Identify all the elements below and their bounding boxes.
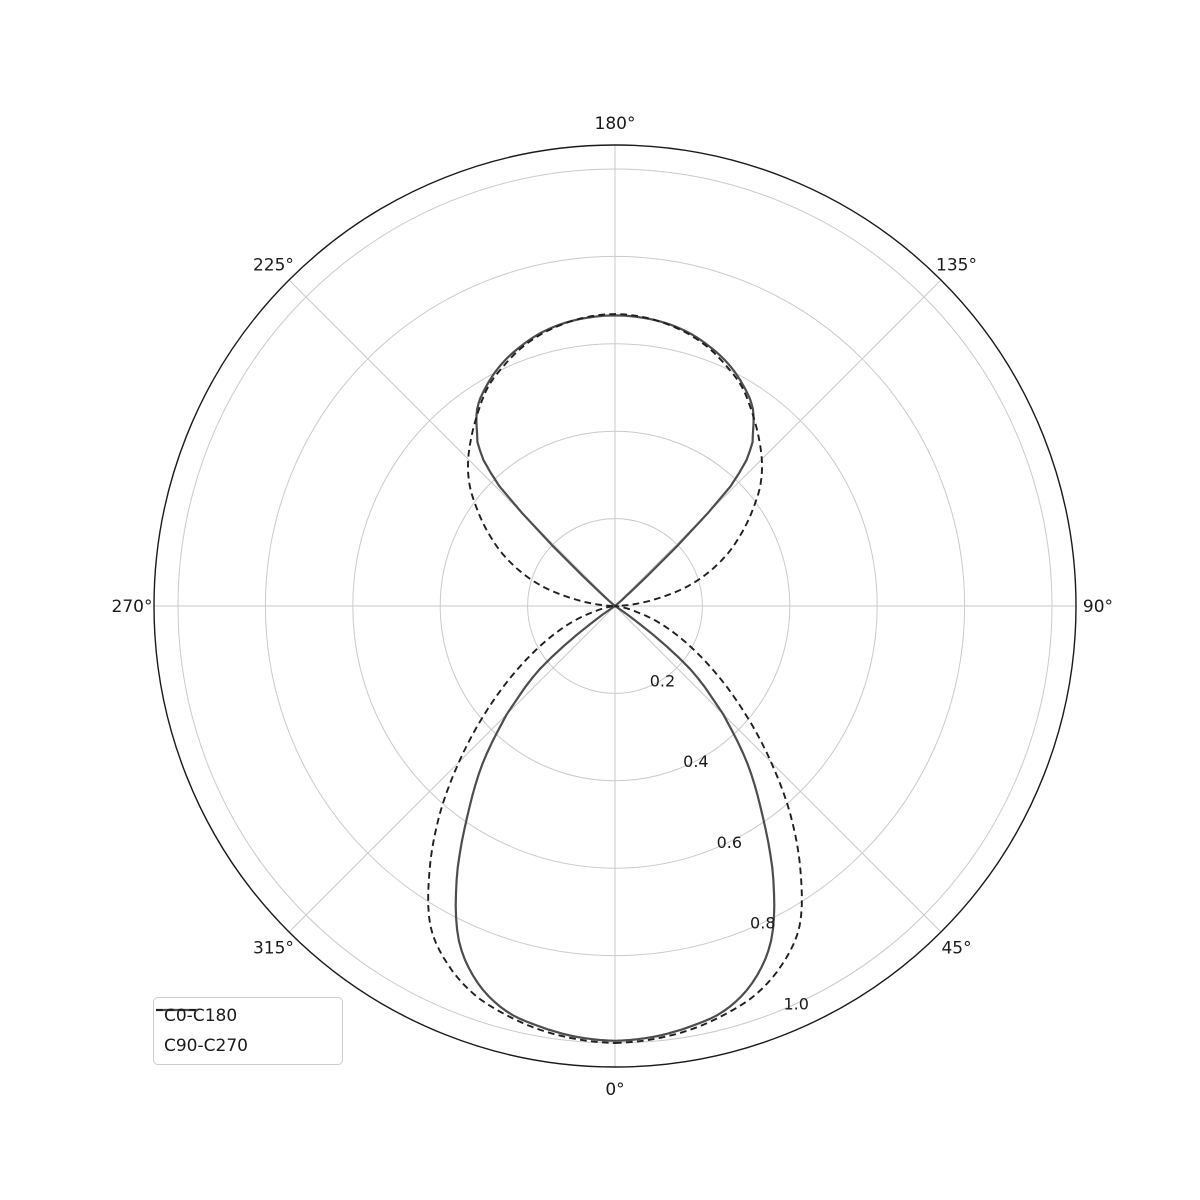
angle-tick-label-270: 270° [111,596,153,617]
angle-tick-label-315: 315° [252,938,294,959]
angle-tick-label-180: 180° [594,113,636,134]
angle-tick-label-0: 0° [605,1079,625,1100]
radial-tick-label-0.8: 0.8 [750,913,776,933]
legend-label-c0-c180: C0-C180 [164,1005,238,1026]
legend-item-c90-c270 [164,1034,334,1058]
legend-label-c90-c270: C90-C270 [164,1035,248,1056]
angular-gridline-225 [289,280,615,606]
radial-tick-label-0.4: 0.4 [683,752,709,772]
angle-tick-label-225: 225° [252,255,294,276]
legend [153,997,343,1065]
angular-gridline-315 [289,606,615,932]
radial-tick-label-1.0: 1.0 [783,994,809,1014]
radial-tick-label-0.2: 0.2 [649,671,676,691]
angle-tick-label-45: 45° [941,938,972,959]
angle-tick-label-135: 135° [936,255,978,276]
radial-tick-label-0.6: 0.6 [716,832,743,852]
legend-dashed-line-sample [154,998,200,1022]
angular-gridline-135 [615,280,941,606]
angular-gridline-45 [615,606,941,932]
angle-tick-label-90: 90° [1082,596,1114,617]
